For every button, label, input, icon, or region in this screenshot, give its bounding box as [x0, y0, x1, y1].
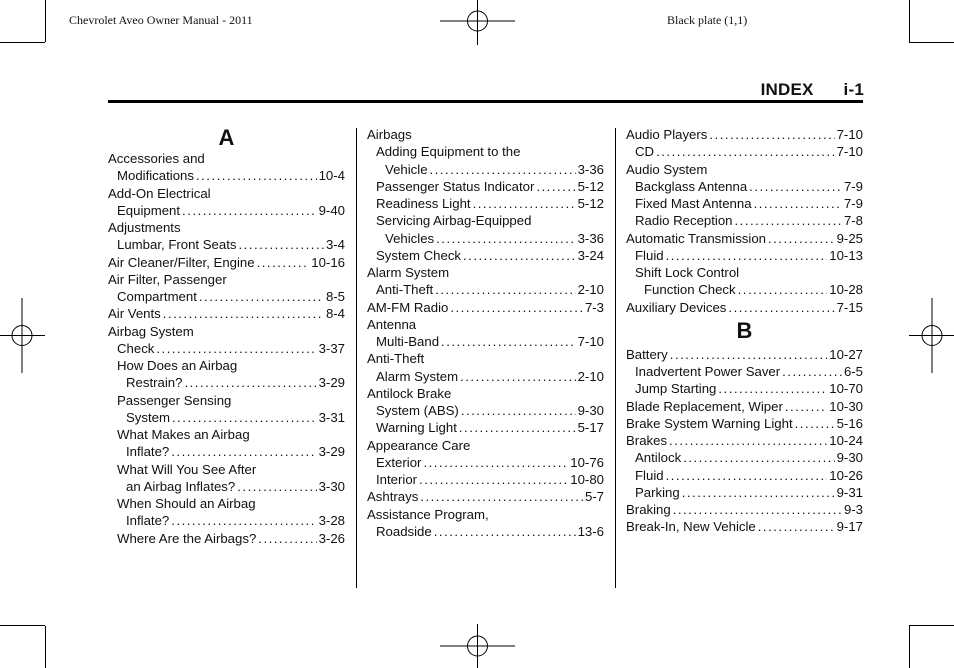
index-entry: [367, 161, 604, 178]
index-entry-term: Exterior: [376, 454, 422, 470]
header-rule: [108, 100, 863, 103]
dot-leader: [435, 281, 575, 298]
index-entry-term: Backglass Antenna: [635, 178, 748, 194]
dot-leader: [436, 230, 575, 247]
index-entry-term: When Should an Airbag: [117, 496, 256, 511]
dot-leader: [450, 299, 583, 316]
index-entry: [626, 126, 863, 143]
index-entry-page: 5-17: [577, 420, 604, 436]
dot-leader: [156, 340, 316, 357]
index-entry-page: 8-4: [325, 306, 345, 322]
dot-leader: [536, 178, 575, 195]
index-entry-page: 7-8: [843, 213, 863, 229]
dot-leader: [669, 432, 827, 449]
index-entry: [108, 443, 345, 460]
index-entry-page: 3-24: [577, 247, 604, 263]
dot-leader: [670, 346, 827, 363]
dot-leader: [795, 415, 835, 432]
index-entry-page: 3-29: [318, 375, 345, 391]
index-entry-page: 5-12: [577, 178, 604, 194]
index-entry: [108, 185, 345, 202]
index-entry-term: Automatic Transmission: [626, 230, 766, 246]
index-entry-term: Ashtrays: [367, 489, 419, 505]
index-entry-term: Blade Replacement, Wiper: [626, 398, 783, 414]
index-entry-term: Inadvertent Power Saver: [635, 364, 781, 379]
index-entry: [108, 374, 345, 391]
index-entry-term: Air Vents: [108, 306, 161, 322]
index-entry-term: Readiness Light: [376, 196, 471, 211]
dot-leader: [459, 419, 576, 436]
index-entry: [626, 484, 863, 501]
index-entry-term: Antenna: [367, 316, 417, 332]
index-entry-term: Break-In, New Vehicle: [626, 519, 756, 535]
index-entry-page: 10-4: [318, 168, 345, 184]
index-entry: [108, 150, 345, 167]
index-entry: [108, 305, 345, 322]
index-entry: [626, 415, 863, 432]
dot-leader: [682, 484, 835, 501]
index-entry: [626, 518, 863, 535]
dot-leader: [434, 523, 576, 540]
index-entry-page: 9-31: [836, 484, 863, 500]
dot-leader: [196, 167, 317, 184]
index-entry-page: 7-15: [836, 299, 863, 315]
index-entry-term: Restrain?: [126, 375, 183, 391]
index-entry-term: Anti-Theft: [367, 351, 425, 367]
index-entry: [108, 254, 345, 271]
index-entry-term: What Will You See After: [117, 461, 257, 477]
index-entry-term: Passenger Status Indicator: [376, 178, 535, 194]
index-entry-page: 3-26: [318, 530, 345, 546]
index-entry-page: 3-29: [318, 444, 345, 460]
index-entry-term: Battery: [626, 346, 668, 362]
index-entry-term: How Does an Airbag: [117, 358, 238, 373]
index-entry-page: 10-26: [829, 467, 863, 483]
index-entry-page: 10-27: [829, 346, 863, 362]
index-entry: [108, 271, 345, 288]
index-entry-page: 9-17: [836, 519, 863, 535]
index-entry-term: Alarm System: [367, 265, 450, 280]
index-entry: [626, 363, 863, 380]
index-entry-term: Compartment: [117, 289, 197, 304]
index-entry-page: 5-12: [577, 196, 604, 211]
index-entry: [108, 512, 345, 529]
index-entry-term: Fluid: [635, 247, 664, 263]
dot-leader: [171, 512, 316, 529]
dot-leader: [758, 518, 835, 535]
index-entry: [367, 402, 604, 419]
index-entry: [367, 488, 604, 505]
index-entry: [626, 247, 863, 264]
index-entry-page: 10-28: [829, 282, 863, 298]
index-entry-page: 13-6: [577, 523, 604, 539]
index-entry: [367, 212, 604, 229]
index-column-3: [626, 126, 863, 536]
dot-leader: [728, 299, 834, 316]
index-entry-page: 3-37: [318, 340, 345, 356]
index-entry: [626, 449, 863, 466]
index-entry-term: Inflate?: [126, 513, 170, 529]
dot-leader: [258, 530, 316, 547]
page-number: i-1: [843, 80, 864, 99]
dot-leader: [463, 247, 576, 264]
index-entry-term: Auxiliary Devices: [626, 299, 727, 315]
index-entry-page: 7-10: [577, 334, 604, 349]
index-entry: [367, 333, 604, 350]
index-entry-term: What Makes an Airbag: [117, 427, 250, 442]
index-entry: [626, 299, 863, 316]
index-column-2: [367, 126, 604, 540]
index-entry-term: System (ABS): [376, 403, 459, 418]
dot-leader: [749, 178, 842, 195]
index-entry-page: 9-30: [836, 450, 863, 466]
index-entry: [626, 161, 863, 178]
index-entry-page: 2-10: [577, 282, 604, 298]
index-entry: [626, 281, 863, 298]
index-entry-term: Audio System: [626, 161, 708, 177]
index-entry-page: 10-13: [829, 247, 863, 263]
index-heading: INDEX: [760, 80, 814, 99]
index-entry: [626, 432, 863, 449]
index-letter-heading: A: [218, 125, 235, 150]
dot-leader: [184, 374, 316, 391]
index-entry-term: Interior: [376, 472, 418, 487]
index-entry-page: 10-24: [829, 433, 863, 448]
dot-leader: [666, 247, 828, 264]
index-entry-term: Check: [117, 340, 155, 356]
index-entry-term: Jump Starting: [635, 381, 717, 397]
registration-mark-left-icon: [0, 298, 45, 373]
dot-leader: [785, 398, 827, 415]
index-entry: [626, 178, 863, 195]
index-entry: [367, 419, 604, 436]
dot-leader: [430, 161, 576, 178]
dot-leader: [237, 478, 316, 495]
index-entry-term: Anti-Theft: [376, 282, 434, 298]
index-entry-page: 10-16: [311, 254, 345, 270]
index-entry: [626, 346, 863, 363]
registration-mark-right-icon: [909, 298, 954, 373]
dot-leader: [163, 305, 324, 322]
index-entry: [108, 426, 345, 443]
dot-leader: [735, 212, 842, 229]
dot-leader: [754, 195, 842, 212]
index-entry-term: Alarm System: [376, 368, 459, 384]
index-entry-term: Air Filter, Passenger: [108, 271, 227, 287]
index-entry-page: 10-76: [570, 454, 604, 470]
registration-mark-bottom-icon: [440, 624, 515, 668]
dot-leader: [420, 488, 583, 505]
index-entry: [108, 202, 345, 219]
index-entry: [367, 247, 604, 264]
index-entry-term: CD: [635, 144, 655, 160]
index-entry-page: 9-3: [843, 502, 863, 517]
index-entry: [367, 264, 604, 281]
index-entry: [626, 264, 863, 281]
dot-leader: [419, 471, 568, 488]
index-entry-term: Modifications: [117, 168, 194, 184]
dot-leader: [199, 288, 324, 305]
index-entry-term: Air Cleaner/Filter, Engine: [108, 254, 255, 270]
index-entry-page: 9-40: [318, 202, 345, 218]
index-entry-page: 10-70: [829, 381, 863, 397]
index-entry: [367, 299, 604, 316]
index-entry-page: 3-36: [577, 230, 604, 246]
column-divider: [615, 128, 616, 588]
index-entry: [108, 323, 345, 340]
index-entry-term: AM-FM Radio: [367, 299, 449, 315]
index-entry: [108, 392, 345, 409]
index-entry: [108, 357, 345, 374]
index-entry: [367, 195, 604, 212]
index-entry: [626, 143, 863, 160]
index-entry: [108, 409, 345, 426]
index-entry: [626, 501, 863, 518]
index-entry-term: Inflate?: [126, 444, 170, 460]
dot-leader: [423, 454, 568, 471]
index-entry-page: 7-9: [843, 196, 863, 211]
index-entry: [367, 143, 604, 160]
index-entry: [367, 281, 604, 298]
index-entry-term: Vehicles: [385, 230, 435, 246]
index-entry: [108, 219, 345, 236]
index-entry-page: 10-80: [570, 472, 604, 487]
index-entry-page: 3-4: [325, 237, 345, 253]
dot-leader: [182, 202, 317, 219]
index-entry: [626, 467, 863, 484]
index-entry: [367, 126, 604, 143]
dot-leader: [441, 333, 576, 350]
index-entry-term: Vehicle: [385, 161, 428, 177]
dot-leader: [257, 254, 310, 271]
index-entry-page: 10-30: [829, 398, 863, 414]
index-entry-term: Audio Players: [626, 127, 708, 142]
index-entry-term: Function Check: [644, 282, 736, 298]
index-entry-page: 9-25: [836, 230, 863, 246]
index-entry: [367, 523, 604, 540]
index-entry-term: an Airbag Inflates?: [126, 478, 236, 494]
index-entry-term: Where Are the Airbags?: [117, 530, 257, 546]
index-entry: [108, 530, 345, 547]
index-entry-term: Servicing Airbag-Equipped: [376, 213, 532, 229]
dot-leader: [683, 449, 834, 466]
index-entry: [367, 385, 604, 402]
index-entry-term: Adding Equipment to the: [376, 144, 521, 160]
index-entry: [108, 340, 345, 357]
index-entry-term: Passenger Sensing: [117, 392, 232, 408]
index-entry: [626, 380, 863, 397]
index-entry-page: 3-28: [318, 513, 345, 529]
index-entry: [108, 495, 345, 512]
index-entry-term: Lumbar, Front Seats: [117, 237, 237, 253]
registration-mark-top-icon: [440, 0, 515, 45]
dot-leader: [238, 236, 323, 253]
index-entry-term: Multi-Band: [376, 334, 440, 349]
index-entry-term: Antilock: [635, 450, 682, 466]
index-entry-page: 3-36: [577, 161, 604, 177]
index-entry-page: 7-3: [584, 299, 604, 315]
index-entry-term: Shift Lock Control: [635, 265, 740, 280]
index-entry: [626, 230, 863, 247]
dot-leader: [782, 363, 842, 380]
index-entry: [108, 478, 345, 495]
index-entry-page: 5-7: [584, 489, 604, 505]
index-entry: [367, 350, 604, 367]
column-divider: [356, 128, 357, 588]
dot-leader: [460, 368, 576, 385]
index-entry: [367, 454, 604, 471]
index-entry: [367, 178, 604, 195]
dot-leader: [473, 195, 576, 212]
index-entry-page: 5-16: [836, 415, 863, 431]
index-column-1: [108, 126, 345, 547]
dot-leader: [718, 380, 827, 397]
index-entry-term: Warning Light: [376, 420, 457, 436]
dot-leader: [709, 126, 834, 143]
page-title: [761, 80, 864, 100]
dot-leader: [738, 281, 828, 298]
index-entry-term: Roadside: [376, 523, 432, 539]
index-entry: [367, 316, 604, 333]
index-entry: [108, 461, 345, 478]
index-entry-term: Braking: [626, 502, 671, 517]
index-entry-page: 3-31: [318, 409, 345, 425]
header-plate-label: Black plate (1,1): [667, 13, 748, 27]
index-entry-page: 2-10: [577, 368, 604, 384]
index-entry-page: 3-30: [318, 478, 345, 494]
dot-leader: [171, 443, 316, 460]
index-entry-term: Parking: [635, 484, 680, 500]
index-entry-page: 7-9: [843, 178, 863, 194]
dot-leader: [461, 402, 576, 419]
index-entry-term: Adjustments: [108, 220, 181, 235]
index-entry-term: Fluid: [635, 467, 664, 483]
index-entry-term: Add-On Electrical: [108, 185, 211, 201]
index-entry-term: Brakes: [626, 433, 668, 448]
index-entry-term: Appearance Care: [367, 437, 471, 453]
index-entry: [367, 437, 604, 454]
index-entry: [626, 195, 863, 212]
index-entry: [108, 288, 345, 305]
index-entry-term: Assistance Program,: [367, 506, 489, 522]
index-letter-heading: B: [736, 317, 753, 343]
index-entry-term: System: [126, 409, 170, 425]
dot-leader: [673, 501, 842, 518]
index-entry-term: Airbags: [367, 127, 412, 142]
index-entry-page: 7-10: [836, 127, 863, 142]
index-entry: [108, 167, 345, 184]
index-entry-term: Radio Reception: [635, 213, 733, 229]
index-entry-term: Accessories and: [108, 151, 205, 166]
dot-leader: [666, 467, 828, 484]
index-entry: [626, 212, 863, 229]
index-entry: [367, 471, 604, 488]
index-entry: [367, 368, 604, 385]
dot-leader: [656, 143, 835, 160]
index-entry-term: Airbag System: [108, 323, 194, 339]
index-entry-term: Brake System Warning Light: [626, 415, 793, 431]
index-entry-term: Equipment: [117, 202, 181, 218]
index-entry: [367, 506, 604, 523]
index-entry: [367, 230, 604, 247]
dot-leader: [172, 409, 317, 426]
index-entry-page: 9-30: [577, 403, 604, 418]
index-entry-term: Fixed Mast Antenna: [635, 196, 752, 211]
index-entry-term: System Check: [376, 247, 462, 263]
header-manual-title: Chevrolet Aveo Owner Manual - 2011: [69, 13, 253, 27]
index-entry-term: Antilock Brake: [367, 385, 452, 401]
dot-leader: [768, 230, 835, 247]
index-entry: [626, 398, 863, 415]
index-entry-page: 6-5: [843, 364, 863, 379]
index-entry-page: 8-5: [325, 289, 345, 304]
index-entry-page: 7-10: [836, 144, 863, 160]
index-entry: [108, 236, 345, 253]
